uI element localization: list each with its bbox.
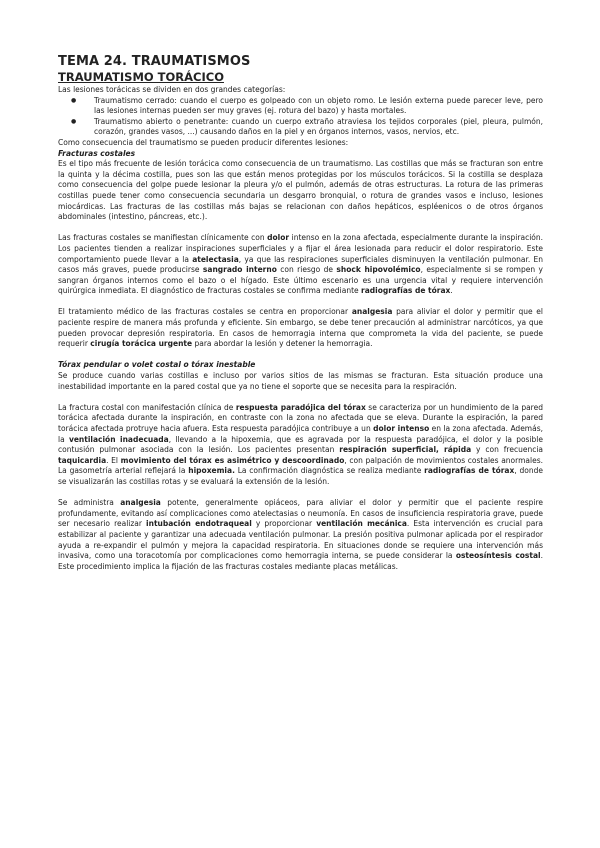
list-item: ● Traumatismo cerrado: cuando el cuerpo es golpeado con un objeto romo. Le lesión externa puede parecer leve, pero las lesiones internas pueden ser muy graves (ej. rotura del bazo) y hasta mortales. <box>80 96 543 117</box>
heading-fracturas-costales: Fracturas costales <box>58 148 136 158</box>
paragraph: Se administra analgesia potente, generalmente opiáceos, para aliviar el dolor y permitir que el paciente respire profundamente, evitando así complicaciones como atelectasias o neumonía. En casos de insuficiencia respiratoria grave, puede ser necesario realizar intubación endotraqueal y proporcionar ventilación mecánica. Esta intervención es crucial para estabilizar al paciente y garantizar una adecuada ventilación pulmonar. La presión positiva pulmonar aplicada por el respirador ayuda a re-expandir el pulmón y mejora la capacidad respiratoria. En situaciones donde se requiere una intervención más invasiva, como una toracotomía por complicaciones como hemorragia interna, se puede considerar la osteosíntesis costal. Este procedimiento implica la fijación de las fracturas costales mediante placas metálicas. <box>58 498 543 571</box>
bullet-list <box>58 96 543 138</box>
paragraph: Es el tipo más frecuente de lesión torácica como consecuencia de un traumatismo. Las costillas que más se fracturan son entre la quinta y la décima costilla, pues son las que están menos protegidas por los músculos torácicos. Si la costilla se desplaza como consecuencia del golpe puede lesionar la pleura y/o el pulmón, además de otras estructuras. La rotura de las primeras costillas puede tener como consecuencia secundaria un desgarro bronquial, o rotura de grandes vasos e incluso, lesiones miocárdicas. Las fracturas de las costillas más bajas se relacionan con daños hepáticos, espléenicos o de otros órganos abdominales (intestino, páncreas, etc.). <box>58 159 543 222</box>
list-item: ● Traumatismo abierto o penetrante: cuando un cuerpo extraño atraviesa los tejidos corporales (piel, pleura, pulmón, corazón, grandes vasos, ...) causando daños en la piel y en órganos internos, vasos, nervios, etc. <box>80 117 543 138</box>
heading-torax-pendular: Tórax pendular o volet costal o tórax inestable <box>58 360 256 370</box>
section-title: TRAUMATISMO TORÁCICO <box>58 70 224 84</box>
consequence-text: Como consecuencia del traumatismo se pueden producir diferentes lesiones: <box>58 137 349 147</box>
paragraph: La fractura costal con manifestación clínica de respuesta paradójica del tórax se caracteriza por un hundimiento de la pared torácica afectada durante la inspiración, en contraste con la zona no afectada que se eleva. Durante la espiración, la pared torácica afectada protruye hacia afuera. Esta respuesta paradójica contribuye a un dolor intenso en la zona afectada. Además, la ventilación inadecuada, llevando a la hipoxemia, que es agravada por la respuesta paradójica, el dolor y la posible contusión pulmonar asociada con la lesión. Los pacientes presentan respiración superficial, rápida y con frecuencia taquicardia. El movimiento del tórax es asimétrico y descoordinado, con palpación de movimientos costales anormales. La gasometría arterial reflejará la hipoxemia. La confirmación diagnóstica se realiza mediante radiografías de tórax, donde se visualizarán las costillas rotas y se evaluará la extensión de la lesión. <box>58 402 544 486</box>
intro-text: Las lesiones torácicas se dividen en dos grandes categorías: <box>58 85 286 94</box>
paragraph: Las fracturas costales se manifiestan clínicamente con dolor intenso en la zona afectada, especialmente durante la inspiración. Los pacientes tienden a realizar inspiraciones superficiales y a fijar el área lesionada para reducir el dolor respiratorio. Este comportamiento puede llevar a la atelectasia, ya que las respiraciones superficiales disminuyen la ventilación pulmonar. En casos más graves, puede producirse sangrado interno con riesgo de shock hipovolémico, especialmente si se rompen y sangran órganos internos como el bazo o el hígado. Este último escenario es una urgencia vital y requiere intervención quirúrgica inmediata. El diagnóstico de fracturas costales se confirma mediante radiografías de tórax. <box>58 233 544 296</box>
paragraph: Se produce cuando varias costillas e incluso por varios sitios de las mismas se fracturan. Esta situación produce una inestabilidad importante en la pared costal que ya no tiene el soporte que se necesita para la respiración. <box>58 371 543 391</box>
page-title: TEMA 24. TRAUMATISMOS <box>58 54 251 69</box>
paragraph: El tratamiento médico de las fracturas costales se centra en proporcionar analgesia para aliviar el dolor y permitir que el paciente respire de manera más profunda y eficiente. Sin embargo, se debe tener precaución al administrar narcóticos, ya que pueden provocar depresión respiratoria. En casos de hemorragia interna que comprometa la vida del paciente, se puede requerir cirugía torácica urgente para abordar la lesión y detener la hemorragia. <box>58 307 544 349</box>
document-page <box>58 54 543 572</box>
